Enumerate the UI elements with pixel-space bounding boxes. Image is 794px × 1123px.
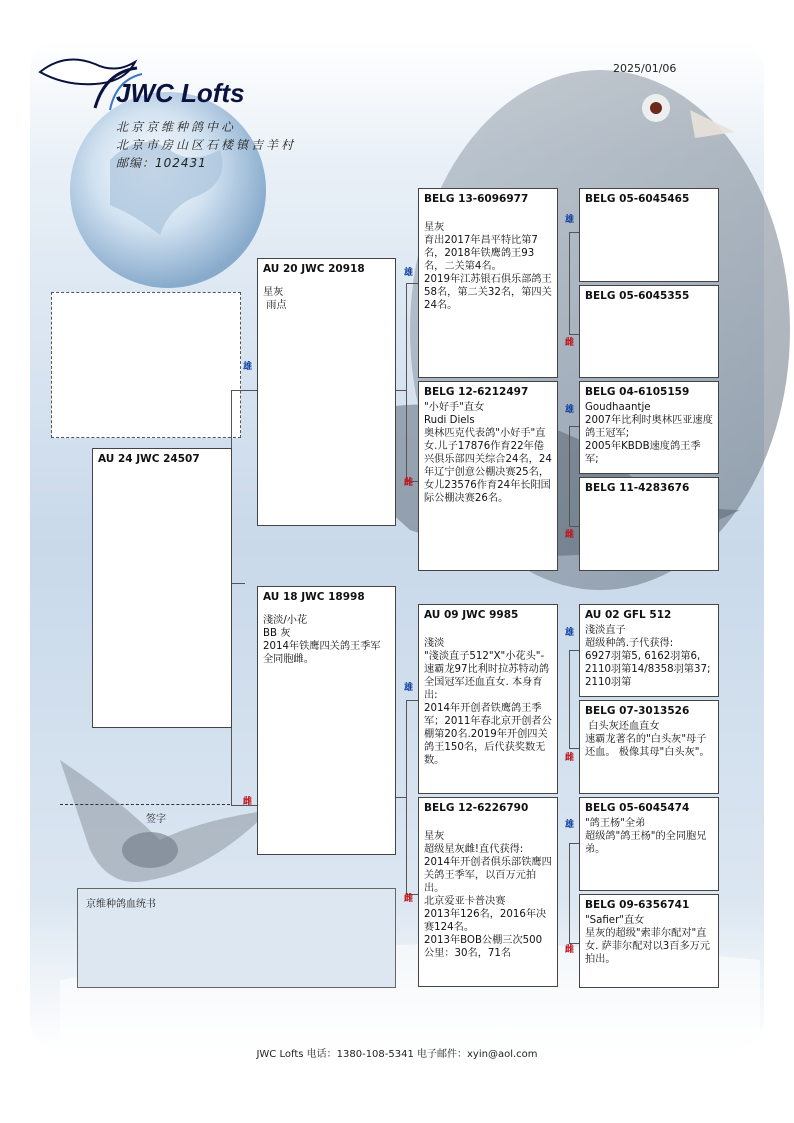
address-line-1: 北京京维种鸽中心 <box>116 120 237 134</box>
connector <box>231 390 257 391</box>
pedigree-notes: 淺淡 "淺淡直子512"X"小花头"-速霸龙97比利时拉苏特动鸽全国冠军还血直女. 本身育出: 2014年开创者铁鹰鸽王季军；2011年春北京开创者公棚第20名.2019年开创四关鸽王150名，后代获奖数无数。 <box>424 638 552 766</box>
ring-number: BELG 07-3013526 <box>585 705 690 717</box>
granddam-paternal-card[interactable] <box>418 381 558 571</box>
certificate-box[interactable] <box>77 888 396 988</box>
connector <box>569 748 579 749</box>
print-date: 2025/01/06 <box>613 62 677 75</box>
gen3-card-3[interactable] <box>579 381 719 474</box>
female-marker: 雌 <box>565 753 575 763</box>
female-marker: 雌 <box>404 894 414 904</box>
male-marker: 雄 <box>565 820 575 830</box>
male-marker: 雄 <box>404 268 414 278</box>
pedigree-notes: "小好手"直女 Rudi Diels 奥林匹克代表鸽"小好手"直女.儿子17876作育22年倦兴俱乐部四关综合24名，24年辽宁创意公棚决赛25名，女儿23576作育24年长阳国际公棚决赛26名。 <box>424 402 552 504</box>
female-marker: 雌 <box>243 797 253 807</box>
signature-line <box>60 804 230 805</box>
connector <box>569 943 579 944</box>
sire-ring-number: AU 20 JWC 20918 <box>263 263 365 275</box>
connector <box>396 390 406 391</box>
grandsire-maternal-card[interactable] <box>418 604 558 794</box>
dam-card[interactable] <box>257 586 396 855</box>
dam-ring-number: AU 18 JWC 18998 <box>263 591 365 603</box>
address-line-2: 北京市房山区石楼镇吉羊村 <box>116 138 297 152</box>
gen3-card-1[interactable] <box>579 188 719 282</box>
connector <box>406 283 407 481</box>
male-marker: 雄 <box>243 362 253 372</box>
brand-logo-text: JWC Lofts <box>116 78 245 108</box>
ring-number: AU 09 JWC 9985 <box>424 609 519 621</box>
pedigree-notes: 白头灰还血直女 速霸龙著名的"白头灰"母子还血。 极像其母"白头灰"。 <box>585 721 710 758</box>
ring-number: BELG 12-6212497 <box>424 386 529 398</box>
gen3-card-5[interactable] <box>579 604 719 697</box>
connector <box>569 232 579 233</box>
ring-number: BELG 05-6045474 <box>585 802 690 814</box>
male-marker: 雄 <box>565 628 575 638</box>
connector <box>569 232 570 334</box>
certificate-label: 京维种鸽血统书 <box>86 899 156 910</box>
connector <box>406 700 407 894</box>
connector <box>406 700 418 701</box>
ring-number: BELG 04-6105159 <box>585 386 690 398</box>
connector <box>569 426 579 427</box>
ring-number: BELG 05-6045465 <box>585 193 690 205</box>
female-marker: 雌 <box>404 478 414 488</box>
subject-ring-number: AU 24 JWC 24507 <box>98 453 200 465</box>
pedigree-notes: 星灰 超级星灰雌!直代获得: 2014年开创者俱乐部铁鹰四关鸽王季军，以百万元拍出。 北京爱亚卡普决赛 2013年126名，2016年决赛124名。 2013年BOB公棚三次500公里：30名，71名 <box>424 831 552 959</box>
postcode: 邮编：102431 <box>116 156 207 170</box>
signature-label: 签字 <box>146 814 166 825</box>
connector <box>569 650 570 748</box>
pedigree-notes: "Safier"直女 星灰的超级"索菲尔配对"直女. 萨菲尔配对以3百多万元拍出。 <box>585 915 711 965</box>
female-marker: 雌 <box>565 530 575 540</box>
female-marker: 雌 <box>565 338 575 348</box>
ring-number: BELG 09-6356741 <box>585 899 690 911</box>
connector <box>569 843 570 943</box>
sire-card[interactable] <box>257 258 396 526</box>
connector <box>569 843 579 844</box>
sire-notes: 星灰 雨点 <box>263 287 287 311</box>
connector <box>231 583 245 584</box>
connector <box>569 426 570 526</box>
gen3-card-8[interactable] <box>579 894 719 988</box>
pedigree-notes: Goudhaantje 2007年比利时奥林匹亚速度鸽王冠军; 2005年KBDB速度鸽王季军; <box>585 402 713 465</box>
connector <box>569 334 579 335</box>
connector <box>569 526 579 527</box>
ring-number: BELG 12-6226790 <box>424 802 529 814</box>
gen3-card-6[interactable] <box>579 700 719 794</box>
male-marker: 雄 <box>404 683 414 693</box>
male-marker: 雄 <box>565 215 575 225</box>
pedigree-notes: 淺淡直子 超级种鸽.子代获得: 6927羽第5, 6162羽第6, 2110羽第14/8358羽第37; 2110羽第 <box>585 625 711 688</box>
ring-number: AU 02 GFL 512 <box>585 609 672 621</box>
female-marker: 雌 <box>565 945 575 955</box>
granddam-maternal-card[interactable] <box>418 797 558 987</box>
gen3-card-7[interactable] <box>579 797 719 891</box>
grandsire-paternal-card[interactable] <box>418 188 558 378</box>
subject-card[interactable] <box>92 448 232 728</box>
connector <box>396 797 406 798</box>
pedigree-notes: "鸽王杨"全弟 超级鸽"鸽王杨"的全同胞兄弟。 <box>585 818 707 855</box>
dam-notes: 淺淡/小花 BB 灰 2014年铁鹰四关鸽王季军全同胞雌。 <box>263 615 381 665</box>
footer-contact: JWC Lofts 电话：1380-108-5341 电子邮件：xyin@aol.com <box>256 1049 538 1060</box>
male-marker: 雄 <box>565 405 575 415</box>
connector <box>569 650 579 651</box>
ring-number: BELG 05-6045355 <box>585 290 690 302</box>
pedigree-notes: 星灰 育出2017年昌平特比第7名，2018年铁鹰鸽王93名，二关第4名。 2019年江苏银石俱乐部鸽王58名，第二关32名，第四关24名。 <box>424 222 552 311</box>
photo-placeholder[interactable] <box>51 292 241 438</box>
gen3-card-2[interactable] <box>579 285 719 378</box>
connector <box>406 283 418 284</box>
gen3-card-4[interactable] <box>579 477 719 571</box>
ring-number: BELG 13-6096977 <box>424 193 529 205</box>
ring-number: BELG 11-4283676 <box>585 482 690 494</box>
